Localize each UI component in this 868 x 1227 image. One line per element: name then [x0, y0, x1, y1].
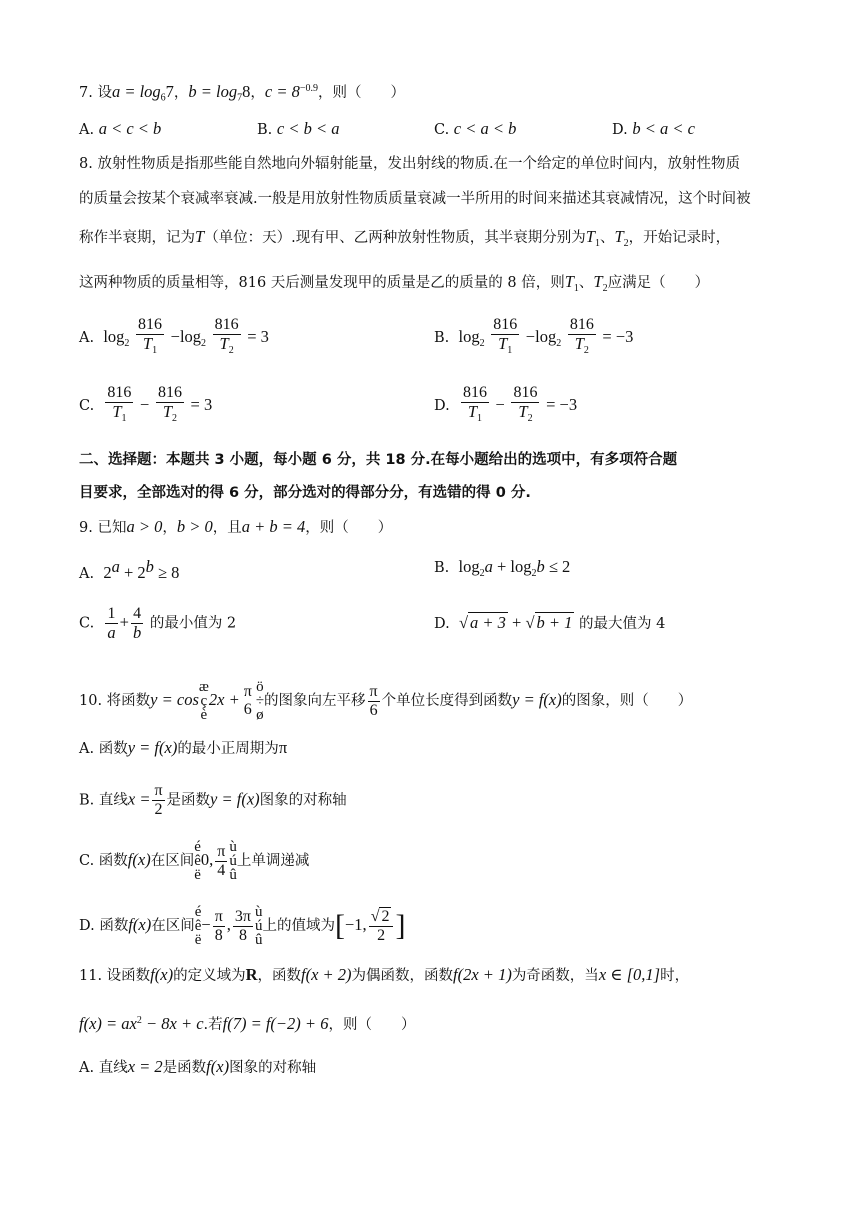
q8-line-1: 8. 放射性物质是指那些能自然地向外辐射能量，发出射线的物质.在一个给定的单位时间内，放射性物质 [79, 156, 741, 172]
fraction: $\frac{\pi}{2}$ [154, 782, 163, 818]
q8-option-c[interactable]: C. $\frac{816}{T_1}$ − $\frac{816}{T_2}$ = 3 [79, 384, 212, 428]
left-bracket: [ [335, 909, 345, 942]
q11-line-2: $f(x) = ax^2 - 8x + c$.若f(7) = f(−2) + 6，则（ ） [79, 1013, 416, 1033]
fraction: $\frac{816}{T_2}$ [569, 316, 594, 357]
q10-option-c[interactable]: C. 函数f(x)在区间é ê ë0, $\frac{\pi}{4}$ ù ú û上单调递减 [79, 839, 310, 883]
fraction: $\frac{3\pi}{8}$ [234, 907, 251, 944]
q7-option-d[interactable]: D. b < a < c [612, 119, 695, 138]
q9-stem: 9. 已知a > 0，b > 0，且a + b = 4，则（ ） [79, 517, 393, 536]
q11-line-1: 11. 设函数f(x)的定义域为R，函数f(x + 2)为偶函数，函数f(2x + 1)为奇函数，当x ∈ [0,1]时， [79, 965, 690, 984]
fraction: $\frac{√ 2}{2}$ [369, 908, 394, 945]
bracket-garble-left: æ ç è [198, 679, 209, 723]
right-bracket: ] [395, 909, 406, 942]
section-2-heading-line-1: 二、选择题：本题共 3 小题，每小题 6 分，共 18 分.在每小题给出的选项中，有多项符合题 [79, 452, 678, 468]
q8-line-3: 称作半衰期，记为T（单位：天）.现有甲、乙两种放射性物质，其半衰期分别为$T_1$、$T_2$，开始记录时， [79, 227, 731, 249]
fraction: $\frac{816}{T_1}$ [493, 316, 518, 357]
q11-option-a[interactable]: A. 直线x = 2是函数f(x)图象的对称轴 [79, 1057, 317, 1076]
q7-option-a[interactable]: A. a < c < b [79, 119, 162, 138]
q8-option-d[interactable]: D. $\frac{816}{T_1}$ − $\frac{816}{T_2}$ = −3 [434, 384, 577, 428]
fraction: $\frac{\pi}{4}$ [217, 842, 226, 879]
fraction: $\frac{\pi}{8}$ [214, 907, 223, 944]
q9-option-b[interactable]: B. $\log_2a + \log_2b \le 2$ [434, 557, 571, 579]
q10-option-a[interactable]: A. 函数y = f(x)的最小正周期为π [79, 738, 288, 757]
fraction: $\frac{816}{T_2}$ [214, 316, 239, 357]
q9-option-c[interactable]: C. $\frac{1}{a}$ + $\frac{4}{b}$ 的最小值为 2 [79, 605, 237, 642]
bracket-garble-right: ù ú û [229, 839, 237, 883]
fraction: $\frac{816}{T_2}$ [157, 384, 182, 425]
sqrt: a + 3 [470, 613, 506, 632]
sqrt: b + 1 [536, 613, 573, 632]
q9-option-d[interactable]: D. √ a + 3 + √ b + 1 的最大值为 4 [434, 613, 666, 632]
fraction: $\frac{816}{T_2}$ [513, 384, 538, 425]
fraction: $\frac{\pi}{6}$ [369, 682, 378, 719]
fraction: $\frac{1}{a}$ [107, 605, 116, 642]
fraction: $\frac{816}{T_1}$ [138, 316, 163, 357]
fraction: $\frac{816}{T_1}$ [462, 384, 487, 425]
q7-option-b[interactable]: B. c < b < a [257, 119, 340, 138]
fraction: $\frac{816}{T_1}$ [107, 384, 132, 425]
fraction: π 6 [243, 683, 252, 718]
q8-line-4: 这两种物质的质量相等，816 天后测量发现甲的质量是乙的质量的 8 倍，则$T_1$、$T_2$应满足（ ） [79, 272, 710, 294]
section-2-heading-line-2: 目要求，全部选对的得 6 分，部分选对的得部分分，有选错的得 0 分. [79, 485, 531, 501]
q9-option-a[interactable]: A. $2^a + 2^b \ge 8$ [79, 557, 180, 582]
q10-option-b[interactable]: B. 直线x = $\frac{\pi}{2}$ 是函数y = f(x)图象的对称轴 [79, 782, 347, 818]
bracket-garble-left: é ê ë [194, 839, 201, 883]
bracket-garble-left: é ê ë [194, 904, 202, 948]
q7-option-c[interactable]: C. c < a < b [434, 119, 517, 138]
bracket-garble-right: ö ÷ ø [255, 679, 265, 723]
fraction: $\frac{4}{b}$ [132, 605, 142, 642]
q10-stem: 10. 将函数y = cosæ ç è2x + π 6 ö ÷ ø的图象向左平移 $\frac{\pi}{6}$ 个单位长度得到函数y = f(x)的图象，则（ ） [79, 679, 693, 723]
q8-option-a[interactable]: A. $\log_2$ $\frac{816}{T_1}$ $-\log_2$ $\frac{816}{T_2}$ = 3 [79, 316, 269, 360]
q7-stem: 7. 设$a = \log_67$，$b = \log_78$，$c = 8^{-0.9}$，则（ ） [79, 81, 405, 104]
q10-option-d[interactable]: D. 函数f(x)在区间é ê ë− $\frac{\pi}{8}$ , $\frac{3\pi}{8}$ ù ú û上的值域为[−1, $\frac{√ 2}{2}$ ] [79, 904, 406, 948]
q8-line-2: 的质量会按某个衰减率衰减.一般是用放射性物质质量衰减一半所用的时间来描述其衰减情况，这个时间被 [79, 191, 751, 207]
q8-option-b[interactable]: B. $\log_2$ $\frac{816}{T_1}$ $-\log_2$ $\frac{816}{T_2}$ = −3 [434, 316, 633, 360]
bracket-garble-right: ù ú û [255, 904, 263, 948]
